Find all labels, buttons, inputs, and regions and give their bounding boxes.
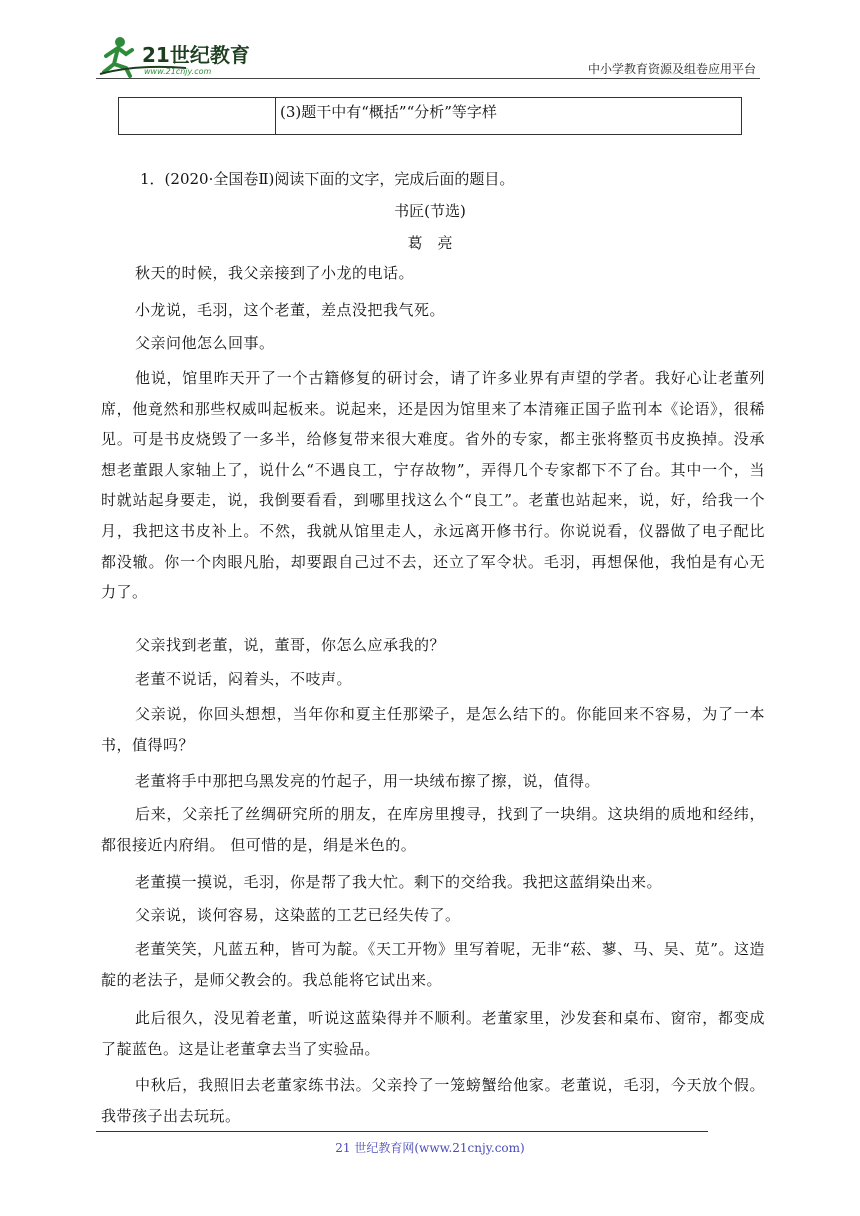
- paragraph: 后来，父亲托了丝绸研究所的朋友，在库房里搜寻，找到了一块绢。这块绢的质地和经纬，都很接近内府绢。 但可惜的是，绢是米色的。: [101, 805, 765, 854]
- paragraph: 父亲说，谈何容易，这染蓝的工艺已经失传了。: [135, 906, 461, 924]
- paragraph: 秋天的时候，我父亲接到了小龙的电话。: [135, 264, 415, 282]
- table-row: [119, 98, 742, 135]
- answer-table: [118, 97, 742, 135]
- table-cell-left: [119, 98, 276, 135]
- footer-divider: [96, 1131, 708, 1132]
- paragraph: 他说，馆里昨天开了一个古籍修复的研讨会，请了许多业界有声望的学者。我好心让老董列席，他竟然和那些权威叫起板来。说起来，还是因为馆里来了本清雍正国子监刊本《论语》，很稀见。可是书皮烧毁了一多半，给修复带来很大难度。省外的专家，都主张将整页书皮换掉。没承想老董跟人家轴上了，说什么“不遇良工，宁存故物”，弄得几个专家都下不了台。其中一个，当时就站起身要走，说，我倒要看看，到哪里找这么个“良工”。老董也站起来，说，好，给我一个月，我把这书皮补上。不然，我就从馆里走人，永远离开修书行。你说说看，仪器做了电子配比都没辙。你一个肉眼凡胎，却要跟自己过不去，还立了军令状。毛羽，再想保他，我怕是有心无力了。: [101, 369, 765, 602]
- paragraph: 老董摸一摸说，毛羽，你是帮了我大忙。剩下的交给我。我把这蓝绢染出来。: [135, 873, 663, 891]
- site-logo: [96, 34, 266, 80]
- article-title: 书匠(节选): [394, 202, 466, 220]
- header-platform-name: 中小学教育资源及组卷应用平台: [587, 62, 756, 76]
- paragraph: 父亲找到老董，说，董哥，你怎么应承我的？: [135, 636, 446, 654]
- paragraph: 此后很久，没见着老董，听说这蓝染得并不顺利。老董家里，沙发套和桌布、窗帘，都变成了靛蓝色。这是让老董拿去当了实验品。: [101, 1009, 765, 1058]
- svg-text:www.21cnjy.com: www.21cnjy.com: [144, 67, 212, 76]
- article-author: 葛 亮: [407, 234, 453, 252]
- paragraph: 老董笑笑，凡蓝五种，皆可为靛。《天工开物》里写着呢，无非“菘、蓼、马、吴、苋”。这造靛的老法子，是师父教会的。我总能将它试出来。: [101, 940, 765, 989]
- paragraph: 老董将手中那把乌黑发亮的竹起子，用一块绒布擦了擦，说，值得。: [135, 772, 601, 790]
- paragraph: 中秋后，我照旧去老董家练书法。父亲拎了一笼螃蟹给他家。老董说，毛羽，今天放个假。我带孩子出去玩玩。: [101, 1076, 765, 1125]
- footer-site-link[interactable]: 21 世纪教育网(www.21cnjy.com): [335, 1141, 525, 1155]
- svg-text:21世纪教育: 21世纪教育: [142, 43, 250, 67]
- table-cell-right: (3)题干中有“概括”“分析”等字样: [276, 98, 742, 135]
- runner-logo-icon: [96, 34, 266, 80]
- paragraph: 小龙说，毛羽，这个老董，差点没把我气死。: [135, 301, 446, 319]
- paragraph: 父亲问他怎么回事。: [135, 334, 275, 352]
- header-divider: [96, 78, 760, 79]
- paragraph: 父亲说，你回头想想，当年你和夏主任那梁子，是怎么结下的。你能回来不容易，为了一本书，值得吗？: [101, 705, 765, 754]
- question-stem: 1．(2020·全国卷Ⅱ)阅读下面的文字，完成后面的题目。: [140, 170, 515, 188]
- paragraph: 老董不说话，闷着头，不吱声。: [135, 670, 353, 688]
